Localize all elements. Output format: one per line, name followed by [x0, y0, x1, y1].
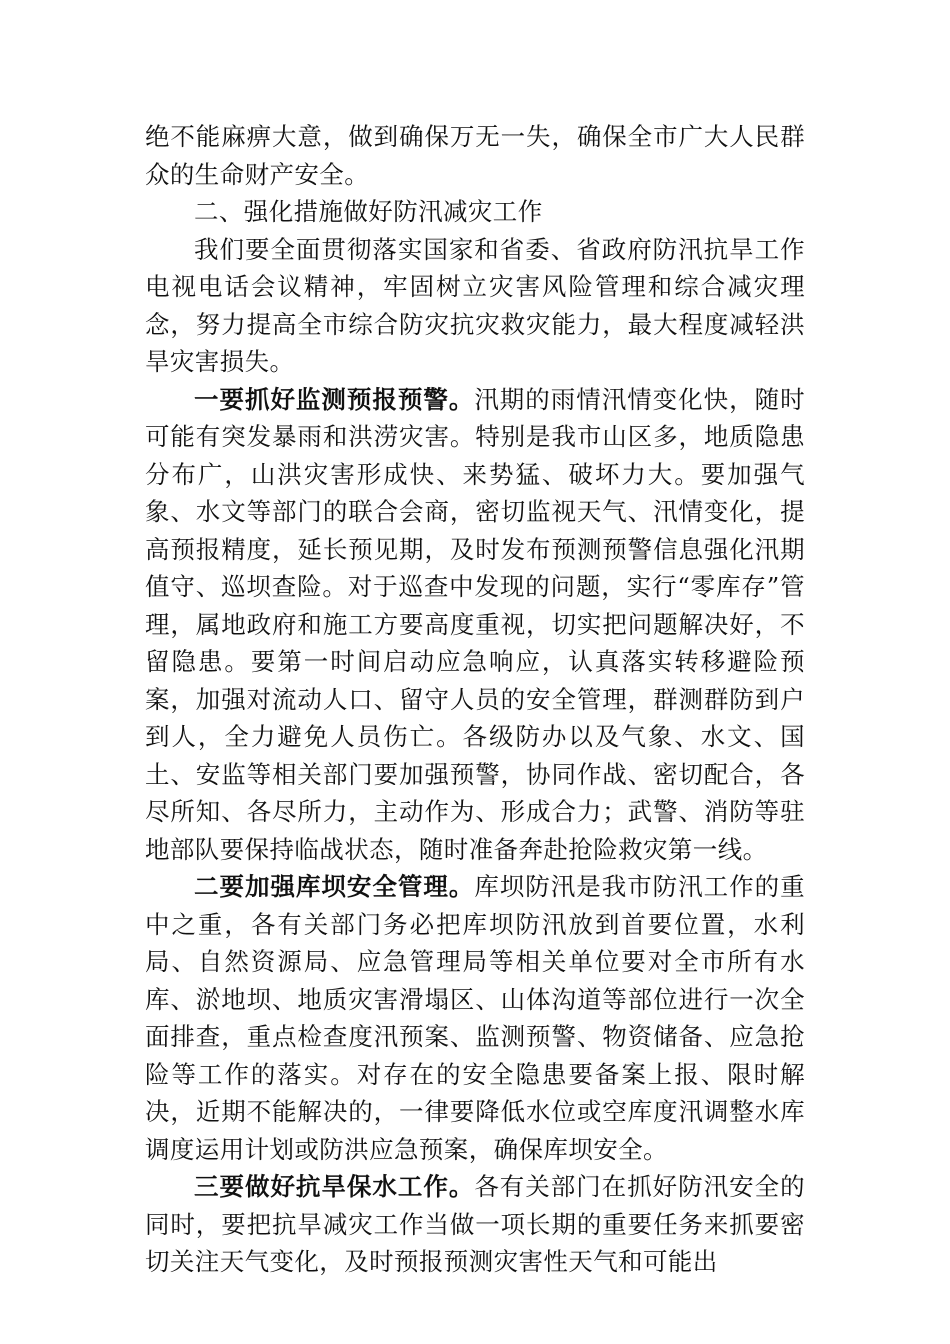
paragraph-drought [145, 1168, 805, 1281]
paragraph-intro: 我们要全面贯彻落实国家和省委、省政府防汛抗旱工作电视电话会议精神，牢固树立灾害风险管理和综合减灾理念，努力提高全市综合防灾抗灾救灾能力，最大程度减轻洪旱灾害损失。 [145, 234, 805, 376]
paragraph-body-dam-safety: 库坝防汛是我市防汛工作的重中之重，各有关部门务必把库坝防汛放到首要位置，水利局、自然资源局、应急管理局等相关单位要对全市所有水库、淤地坝、地质灾害滑塌区、山体沟道等部位进行一次全面排查，重点检查度汛预案、监测预警、物资储备、应急抢险等工作的落实。对存在的安全隐患要备案上报、限时解决，近期不能解决的，一律要降低水位或空库度汛调整水库调度运用计划或防洪应急预案，确保库坝安全。 [145, 872, 805, 1164]
paragraph-body-monitoring: 汛期的雨情汛情变化快，随时可能有突发暴雨和洪涝灾害。特别是我市山区多，地质隐患分布广，山洪灾害形成快、来势猛、破坏力大。要加强气象、水文等部门的联合会商，密切监视天气、汛情变化，提高预报精度，延长预见期，及时发布预测预警信息强化汛期值守、巡坝查险。对于巡查中发现的问题，实行“零库存”管理，属地政府和施工方要高度重视，切实把问题解决好，不留隐患。要第一时间启动应急响应，认真落实转移避险预案，加强对流动人口、留守人员的安全管理，群测群防到户到人，全力避免人员伤亡。各级防办以及气象、水文、国土、安监等相关部门要加强预警，协同作战、密切配合，各尽所知、各尽所力，主动作为、形成合力；武警、消防等驻地部队要保持临战状态，随时准备奔赴抢险救灾第一线。 [145, 384, 805, 864]
paragraph-body-drought: 各有关部门在抓好防汛安全的同时，要把抗旱减灾工作当做一项长期的重要任务来抓要密切关注天气变化，及时预报预测灾害性天气和可能出 [145, 1172, 805, 1276]
paragraph-monitoring [145, 381, 805, 869]
document-body [145, 118, 805, 1281]
paragraph-continuation: 绝不能麻痹大意，做到确保万无一失，确保全市广大人民群众的生命财产安全。 [145, 122, 805, 189]
paragraph-lead-drought: 三要做好抗旱保水工作。 [194, 1172, 475, 1201]
paragraph-lead-monitoring: 一要抓好监测预报预警。 [194, 384, 475, 414]
paragraph-dam-safety [145, 868, 805, 1168]
section-heading: 二、强化措施做好防汛减灾工作 [194, 197, 543, 226]
paragraph-lead-dam-safety: 二要加强库坝安全管理。 [194, 872, 475, 901]
